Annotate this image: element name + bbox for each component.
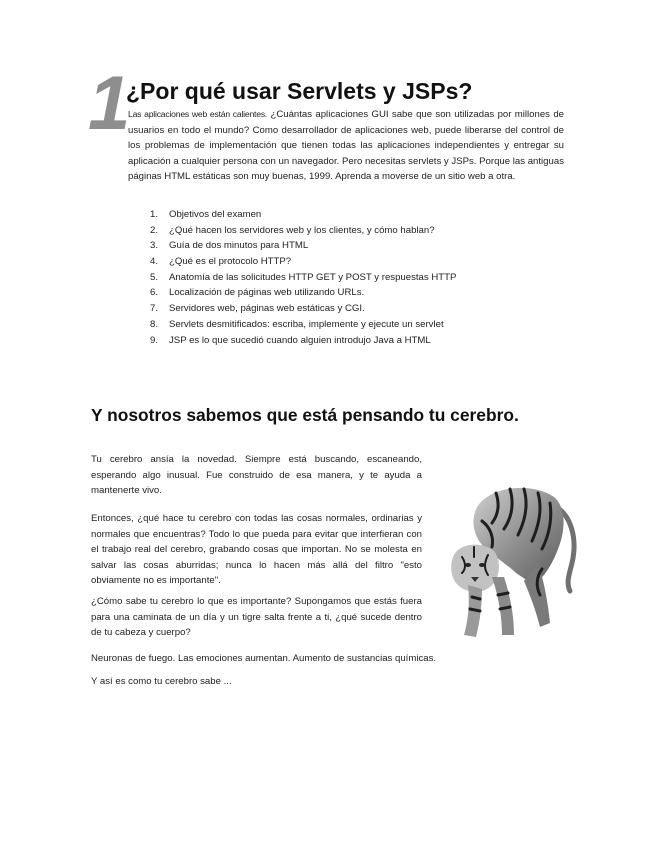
topic-text: JSP es lo que sucedió cuando alguien introdujo Java a HTML bbox=[169, 334, 431, 346]
topic-item bbox=[150, 285, 456, 301]
brain-paragraph-neurons: Neuronas de fuego. Las emociones aumentan. Aumento de sustancias químicas. bbox=[91, 653, 437, 664]
topic-text: Servlets desmitificados: escriba, implemente y ejecute un servlet bbox=[169, 318, 444, 330]
topic-item bbox=[150, 333, 456, 349]
topic-number: 2. bbox=[150, 224, 159, 236]
topic-number: 4. bbox=[150, 256, 159, 268]
section-title: Y nosotros sabemos que está pensando tu cerebro. bbox=[91, 405, 519, 425]
intro-text: ¿Cuántas aplicaciones GUI sabe que son utilizadas por millones de usuarios en todo el mundo? Como desarrollador de aplicaciones web, puede liberarse del control de los problemas de implementación que tienen todas las aplicaciones independientes y entregar su aplicación a cualquier persona con un navegador. Pero necesitas servlets y JSPs. Porque las antiguas páginas HTML estáticas son muy buenas, 1999. Aprenda a moverse de un sitio web a otra. bbox=[128, 109, 564, 183]
topic-number: 8. bbox=[150, 318, 159, 330]
topic-text: Objetivos del examen bbox=[169, 209, 262, 220]
tiger-head bbox=[451, 545, 499, 592]
topic-item bbox=[150, 238, 456, 254]
topic-number: 1. bbox=[150, 209, 159, 220]
tiger-illustration bbox=[438, 445, 583, 645]
brain-paragraph-filter: Entonces, ¿qué hace tu cerebro con todas las cosas normales, ordinarias y normales que encuentras? Todo lo que pueda para evitar que interfieran con el trabajo real del cerebro, grabando cosas que importan. No se molesta en salvar las cosas aburridas; nunca lo hacen más allá del filtro "esto obviamente no es importante". bbox=[91, 513, 422, 586]
tiger-eye-right bbox=[479, 563, 485, 567]
topic-text: Localización de páginas web utilizando URLs. bbox=[169, 287, 365, 299]
topic-number: 5. bbox=[150, 271, 159, 283]
chapter-title: ¿Por qué usar Servlets y JSPs? bbox=[126, 78, 473, 104]
topic-text: ¿Qué hacen los servidores web y los clientes, y cómo hablan? bbox=[169, 224, 435, 236]
topic-number: 3. bbox=[150, 240, 159, 252]
brain-paragraph-conclusion: Y así es como tu cerebro sabe ... bbox=[91, 676, 232, 687]
topic-item bbox=[150, 223, 456, 239]
topic-number: 9. bbox=[150, 334, 159, 346]
topic-number: 6. bbox=[150, 287, 159, 299]
chapter-number: 1 bbox=[88, 61, 131, 146]
topic-text: Guía de dos minutos para HTML bbox=[169, 240, 309, 252]
topic-text: ¿Qué es el protocolo HTTP? bbox=[169, 256, 292, 268]
tiger-eye-left bbox=[465, 563, 471, 567]
topic-text: Anatomía de las solicitudes HTTP GET y POST y respuestas HTTP bbox=[169, 271, 457, 283]
topic-text: Servidores web, páginas web estáticas y CGI. bbox=[169, 303, 365, 315]
topic-number: 7. bbox=[150, 303, 159, 315]
topic-item bbox=[150, 207, 456, 223]
chapter-intro bbox=[128, 107, 564, 185]
topic-item bbox=[150, 301, 456, 317]
topic-item bbox=[150, 270, 456, 286]
brain-paragraph-novelty: Tu cerebro ansía la novedad. Siempre está buscando, escaneando, esperando algo inusual. Fue construido de esa manera, y te ayuda a mantenerte vivo. bbox=[91, 454, 422, 496]
topic-list bbox=[150, 207, 456, 348]
topic-item bbox=[150, 254, 456, 270]
topic-item bbox=[150, 317, 456, 333]
intro-lead: Las aplicaciones web están calientes. bbox=[128, 109, 268, 119]
brain-paragraph-tiger: ¿Cómo sabe tu cerebro lo que es importante? Supongamos que estás fuera para una caminata de un día y un tigre salta frente a ti, ¿qué sucede dentro de tu cabeza y cuerpo? bbox=[91, 596, 422, 638]
